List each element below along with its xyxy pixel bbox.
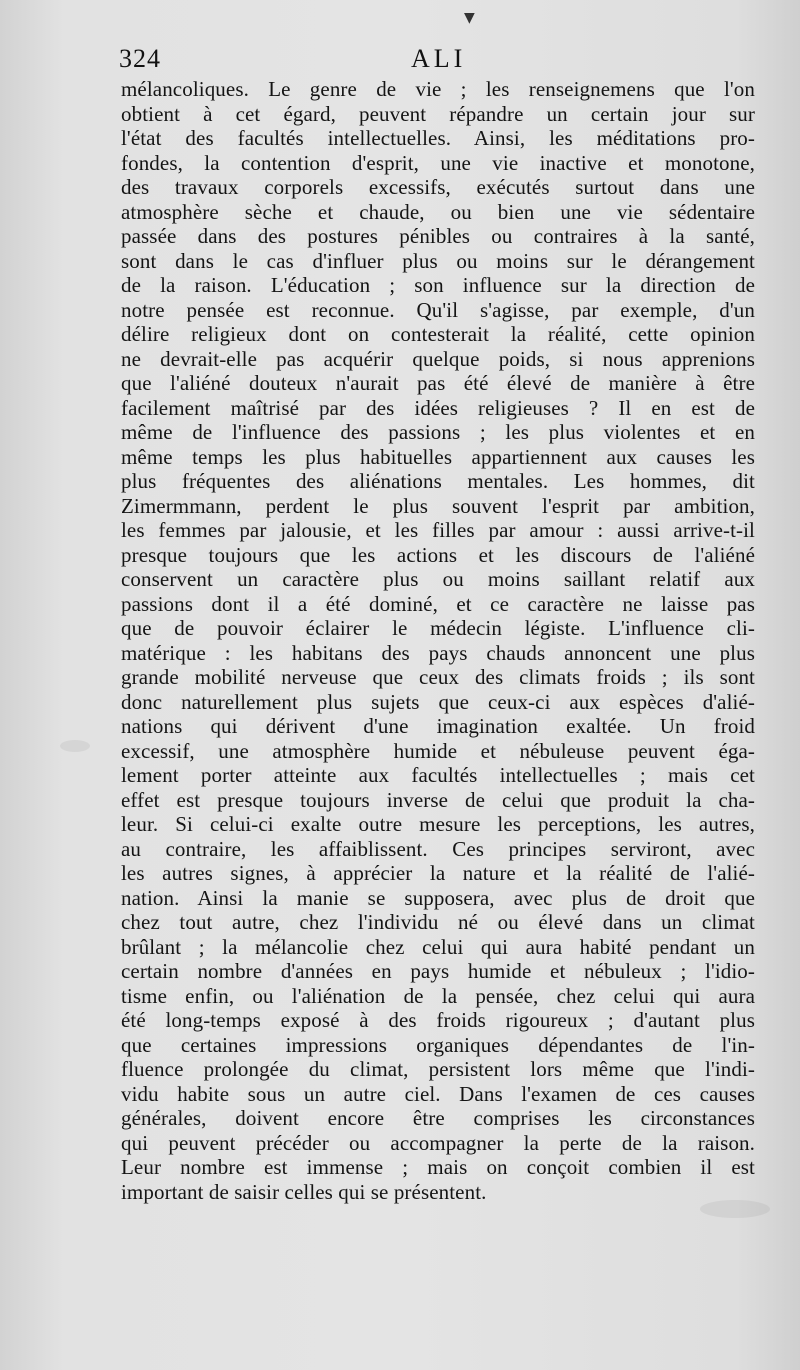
text-line: presque toujours que les actions et les discours de l'aliéné — [121, 542, 755, 567]
text-line: que certaines impressions organiques dépendantes de l'in- — [121, 1032, 755, 1057]
text-line: sont dans le cas d'influer plus ou moins sur le dérangement — [121, 248, 755, 273]
top-ornament-mark: ▼ — [464, 10, 475, 26]
text-line: important de saisir celles qui se présentent. — [121, 1179, 487, 1204]
text-line: vidu habite sous un autre ciel. Dans l'examen de ces causes — [121, 1081, 755, 1106]
text-line: des travaux corporels excessifs, exécutés surtout dans une — [121, 175, 755, 199]
text-line: matérique : les habitans des pays chauds annoncent une plus — [121, 640, 755, 665]
text-line: les autres signes, à apprécier la nature et la réalité de l'alié- — [121, 861, 755, 885]
text-line: ne devrait-elle pas acquérir quelque poids, si nous apprenions — [121, 346, 755, 371]
text-line: de la raison. L'éducation ; son influence sur la direction de — [121, 273, 755, 297]
text-line: au contraire, les affaiblissent. Ces principes serviront, avec — [121, 836, 755, 861]
paper-stain — [60, 740, 90, 752]
text-line: générales, doivent encore être comprises les circonstances — [121, 1106, 755, 1130]
text-line: atmosphère sèche et chaude, ou bien une vie sédentaire — [121, 199, 755, 224]
text-line: chez tout autre, chez l'individu né ou élevé dans un climat — [121, 910, 755, 934]
text-line: fluence prolongée du climat, persistent lors même que l'indi- — [121, 1057, 755, 1081]
text-line: tisme enfin, ou l'aliénation de la pensée, chez celui qui aura — [121, 983, 755, 1008]
text-line: fondes, la contention d'esprit, une vie inactive et monotone, — [121, 150, 755, 175]
text-line: conservent un caractère plus ou moins saillant relatif aux — [121, 567, 755, 591]
text-line: mélancoliques. Le genre de vie ; les renseignemens que l'on — [121, 77, 755, 101]
text-line: effet est presque toujours inverse de celui que produit la cha- — [121, 787, 755, 812]
text-line: certain nombre d'années en pays humide et nébuleux ; l'idio- — [121, 959, 755, 983]
text-line: nation. Ainsi la manie se supposera, avec plus de droit que — [121, 885, 755, 910]
text-line: été long-temps exposé à des froids rigoureux ; d'autant plus — [121, 1008, 755, 1032]
text-line: brûlant ; la mélancolie chez celui qui aura habité pendant un — [121, 934, 755, 959]
text-line: passions dont il a été dominé, et ce caractère ne laisse pas — [121, 591, 755, 616]
text-line: plus fréquentes des aliénations mentales. Les hommes, dit — [121, 469, 755, 493]
running-head: ALI — [411, 44, 467, 73]
text-line: qui peuvent précéder ou accompagner la perte de la raison. — [121, 1130, 755, 1155]
text-line: nations qui dérivent d'une imagination exaltée. Un froid — [121, 714, 755, 738]
text-line: obtient à cet égard, peuvent répandre un certain jour sur — [121, 101, 755, 126]
text-line: leur. Si celui-ci exalte outre mesure les perceptions, les autres, — [121, 812, 755, 836]
text-line: facilement maîtrisé par des idées religieuses ? Il en est de — [121, 395, 755, 420]
text-line: que l'aliéné douteux n'aurait pas été élevé de manière à être — [121, 371, 755, 395]
text-line: Zimermmann, perdent le plus souvent l'esprit par ambition, — [121, 493, 755, 518]
text-line: Leur nombre est immense ; mais on conçoit combien il est — [121, 1155, 755, 1179]
text-line: excessif, une atmosphère humide et nébuleuse peuvent éga- — [121, 738, 755, 763]
text-line: grande mobilité nerveuse que ceux des climats froids ; ils sont — [121, 665, 755, 689]
text-line: même temps les plus habituelles appartiennent aux causes les — [121, 444, 755, 469]
body-text — [121, 77, 755, 1204]
text-line: l'état des facultés intellectuelles. Ainsi, les méditations pro- — [121, 126, 755, 150]
text-line: même de l'influence des passions ; les plus violentes et en — [121, 420, 755, 444]
text-line: notre pensée est reconnue. Qu'il s'agisse, par exemple, d'un — [121, 297, 755, 322]
page-number: 324 — [119, 44, 161, 73]
text-line: lement porter atteinte aux facultés intellectuelles ; mais cet — [121, 763, 755, 787]
text-line: délire religieux dont on contesterait la réalité, cette opinion — [121, 322, 755, 346]
text-line: les femmes par jalousie, et les filles par amour : aussi arrive-t-il — [121, 518, 755, 542]
text-line: que de pouvoir éclairer le médecin légiste. L'influence cli- — [121, 616, 755, 640]
text-line: donc naturellement plus sujets que ceux-ci aux espèces d'alié- — [121, 689, 755, 714]
page-header — [119, 44, 759, 78]
text-line: passée dans des postures pénibles ou contraires à la santé, — [121, 224, 755, 248]
